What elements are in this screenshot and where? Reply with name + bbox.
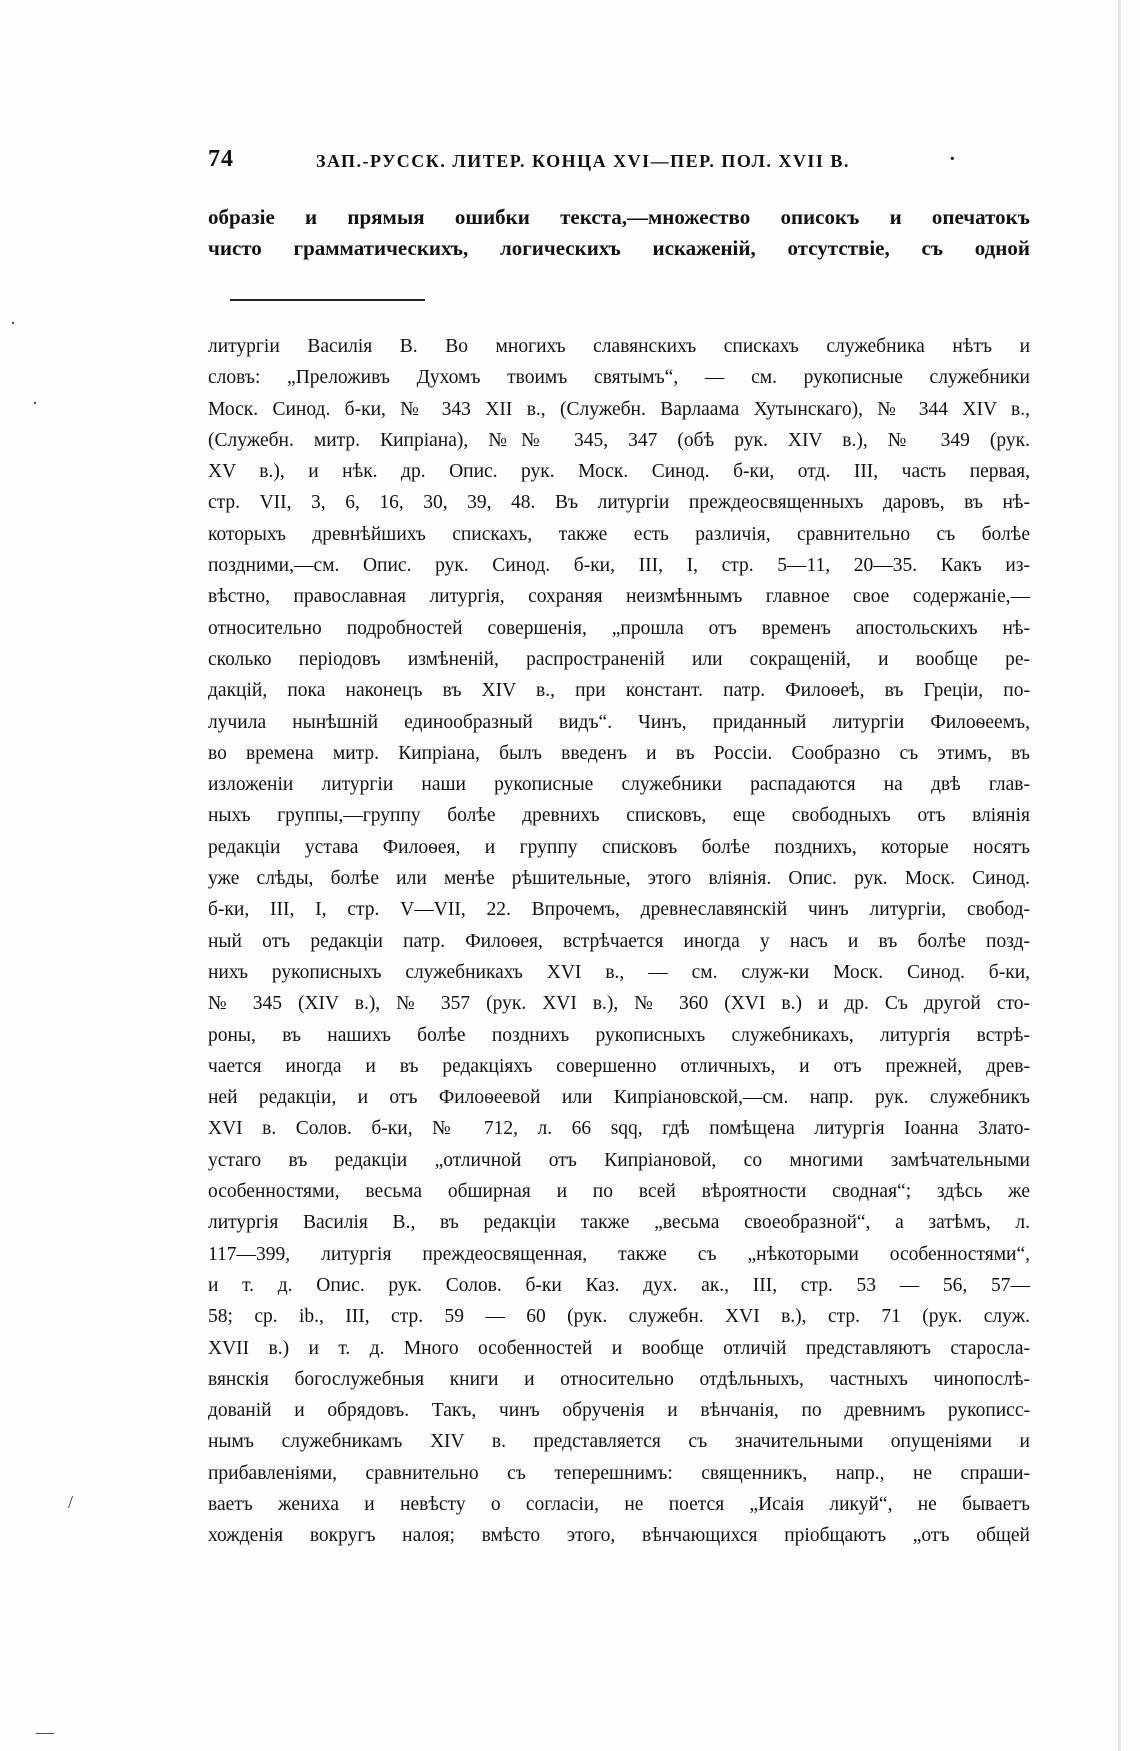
main-text-line: чисто грамматическихъ, логическихъ искаженій, отсутствіе, съ одной [208,236,1030,260]
page-edge-shadow [1118,0,1121,1751]
footnote-line: уже слѣды, болѣе или менѣе рѣшительные, этого вліянія. Опис. рук. Моск. Синод. [208,868,1030,890]
footnote-line: изложеніи литургіи наши рукописные служебники распадаются на двѣ глав- [208,774,1030,796]
footnote-line: вѣстно, православная литургія, сохраняя неизмѣннымъ главное свое содержаніе,— [208,586,1030,608]
footnote-line: редакціи устава Филоѳея, и группу списковъ болѣе позднихъ, которые носятъ [208,836,1030,858]
footnote-line: хожденія вокругъ налоя; вмѣсто этого, вѣнчающихся пріобщаютъ „отъ общей [208,1525,1030,1547]
footnote-block [208,331,1030,1552]
footnote-line: чается иногда и въ редакціяхъ совершенно отличныхъ, и отъ прежней, древ- [208,1055,1030,1077]
scan-speck-mark: · [32,393,38,413]
footnote-line: XV в.), и нѣк. др. Опис. рук. Моск. Синод. б-ки, отд. III, часть первая, [208,461,1030,483]
page-header [208,146,956,180]
footnote-line: ныхъ группы,—группу болѣе древнихъ списковъ, еще свободныхъ отъ вліянія [208,805,1030,827]
footnote-line: прибавленіями, сравнительно съ теперешнимъ: священникъ, напр., не спраши- [208,1462,1030,1484]
page-number: 74 [208,146,234,172]
footnote-line: 58; ср. ib., III, стр. 59 — 60 (рук. служебн. XVI в.), стр. 71 (рук. служ. [208,1306,1030,1328]
footnote-line: Моск. Синод. б-ки, № 343 XII в., (Служебн. Варлаама Хутынскаго), № 344 XIV в., [208,398,1030,420]
footnote-line: № 345 (XIV в.), № 357 (рук. XVI в.), № 360 (XVI в.) и др. Съ другой сто- [208,993,1030,1015]
footnote-line: вянскія богослужебныя книги и относительно отдѣльныхъ, частныхъ чинопослѣ- [208,1368,1030,1390]
footnote-line: XVII в.) и т. д. Много особенностей и вообще отличій представляютъ старосла- [208,1337,1030,1359]
footnote-line: особенностями, весьма обширная и по всей вѣроятности сводная“; здѣсь же [208,1181,1030,1203]
scan-speck-mark: — [36,1722,54,1742]
footnote-line: лучила нынѣшній единообразный видъ“. Чинъ, приданный литургіи Филоѳеемъ, [208,711,1030,733]
footnote-line: 117—399, литургія преждеосвященная, также съ „нѣкоторыми особенностями“, [208,1243,1030,1265]
footnote-separator [230,299,425,301]
footnote-line: сколько періодовъ измѣненій, распространеній или сокращеній, и вообще ре- [208,648,1030,670]
footnote-line: литургіи Василія В. Во многихъ славянскихъ спискахъ служебника нѣтъ и [208,336,1030,357]
scan-speck-mark: · [10,313,16,333]
footnote-line: нымъ служебникамъ XIV в. представляется съ значительными опущеніями и [208,1431,1030,1453]
footnote-line: литургія Василія В., въ редакціи также „весьма своеобразной“, а затѣмъ, л. [208,1212,1030,1234]
main-text-line: образіе и прямыя ошибки текста,—множество описокъ и опечатокъ [208,205,1030,229]
footnote-line: поздними,—см. Опис. рук. Синод. б-ки, III, I, стр. 5—11, 20—35. Какъ из- [208,555,1030,577]
footnote-line: (Служебн. митр. Кипріана), №№ 345, 347 (обѣ рук. XIV в.), № 349 (рук. [208,429,1030,451]
footnote-line: словъ: „Преложивъ Духомъ твоимъ святымъ“, — см. рукописные служебники [208,367,1030,389]
footnote-line: ней редакціи, и отъ Филоѳеевой или Кипріановской,—см. напр. рук. служебникъ [208,1087,1030,1109]
footnote-line: относительно подробностей совершенія, „прошла отъ временъ апостольскихъ нѣ- [208,617,1030,639]
footnote-line: устаго въ редакціи „отличной отъ Кипріановой, со многими замѣчательными [208,1149,1030,1171]
footnote-line: и т. д. Опис. рук. Солов. б-ки Каз. дух. ак., III, стр. 53 — 56, 57— [208,1274,1030,1296]
header-dot-mark: · [949,148,956,170]
footnote-line: стр. VII, 3, 6, 16, 30, 39, 48. Въ литургіи преждеосвященныхъ даровъ, въ нѣ- [208,492,1030,514]
main-text [208,202,1030,264]
footnote-line: ный отъ редакціи патр. Филоѳея, встрѣчается иногда у насъ и въ болѣе позд- [208,930,1030,952]
footnote-line: роны, въ нашихъ болѣе позднихъ рукописныхъ служебникахъ, литургія встрѣ- [208,1024,1030,1046]
footnote-line: XVI в. Солов. б-ки, № 712, л. 66 sqq, гдѣ помѣщена литургія Іоанна Злато- [208,1118,1030,1140]
footnote-line: нихъ рукописныхъ служебникахъ XVI в., — см. служ-ки Моск. Синод. б-ки, [208,961,1030,983]
footnote-line: которыхъ древнѣйшихъ спискахъ, также есть различія, сравнительно съ болѣе [208,523,1030,545]
footnote-line: дованій и обрядовъ. Такъ, чинъ обрученія и вѣнчанія, по древнимъ рукописс- [208,1400,1030,1422]
scan-speck-mark: / [68,1492,74,1512]
footnote-line: дакцій, пока наконецъ въ XIV в., при констант. патр. Филоѳеѣ, въ Греціи, по- [208,680,1030,702]
running-title: ЗАП.-РУССК. ЛИТЕР. КОНЦА XVI—ПЕР. ПОЛ. XVII В. [316,151,850,171]
footnote-line: во времена митр. Кипріана, былъ введенъ и въ Россіи. Сообразно съ этимъ, въ [208,742,1030,764]
footnote-line: ваетъ жениха и невѣсту о согласіи, не поется „Исаія ликуй“, не бываетъ [208,1493,1030,1515]
footnote-line: б-ки, III, I, стр. V—VII, 22. Впрочемъ, древнеславянскій чинъ литургіи, свобод- [208,899,1030,921]
